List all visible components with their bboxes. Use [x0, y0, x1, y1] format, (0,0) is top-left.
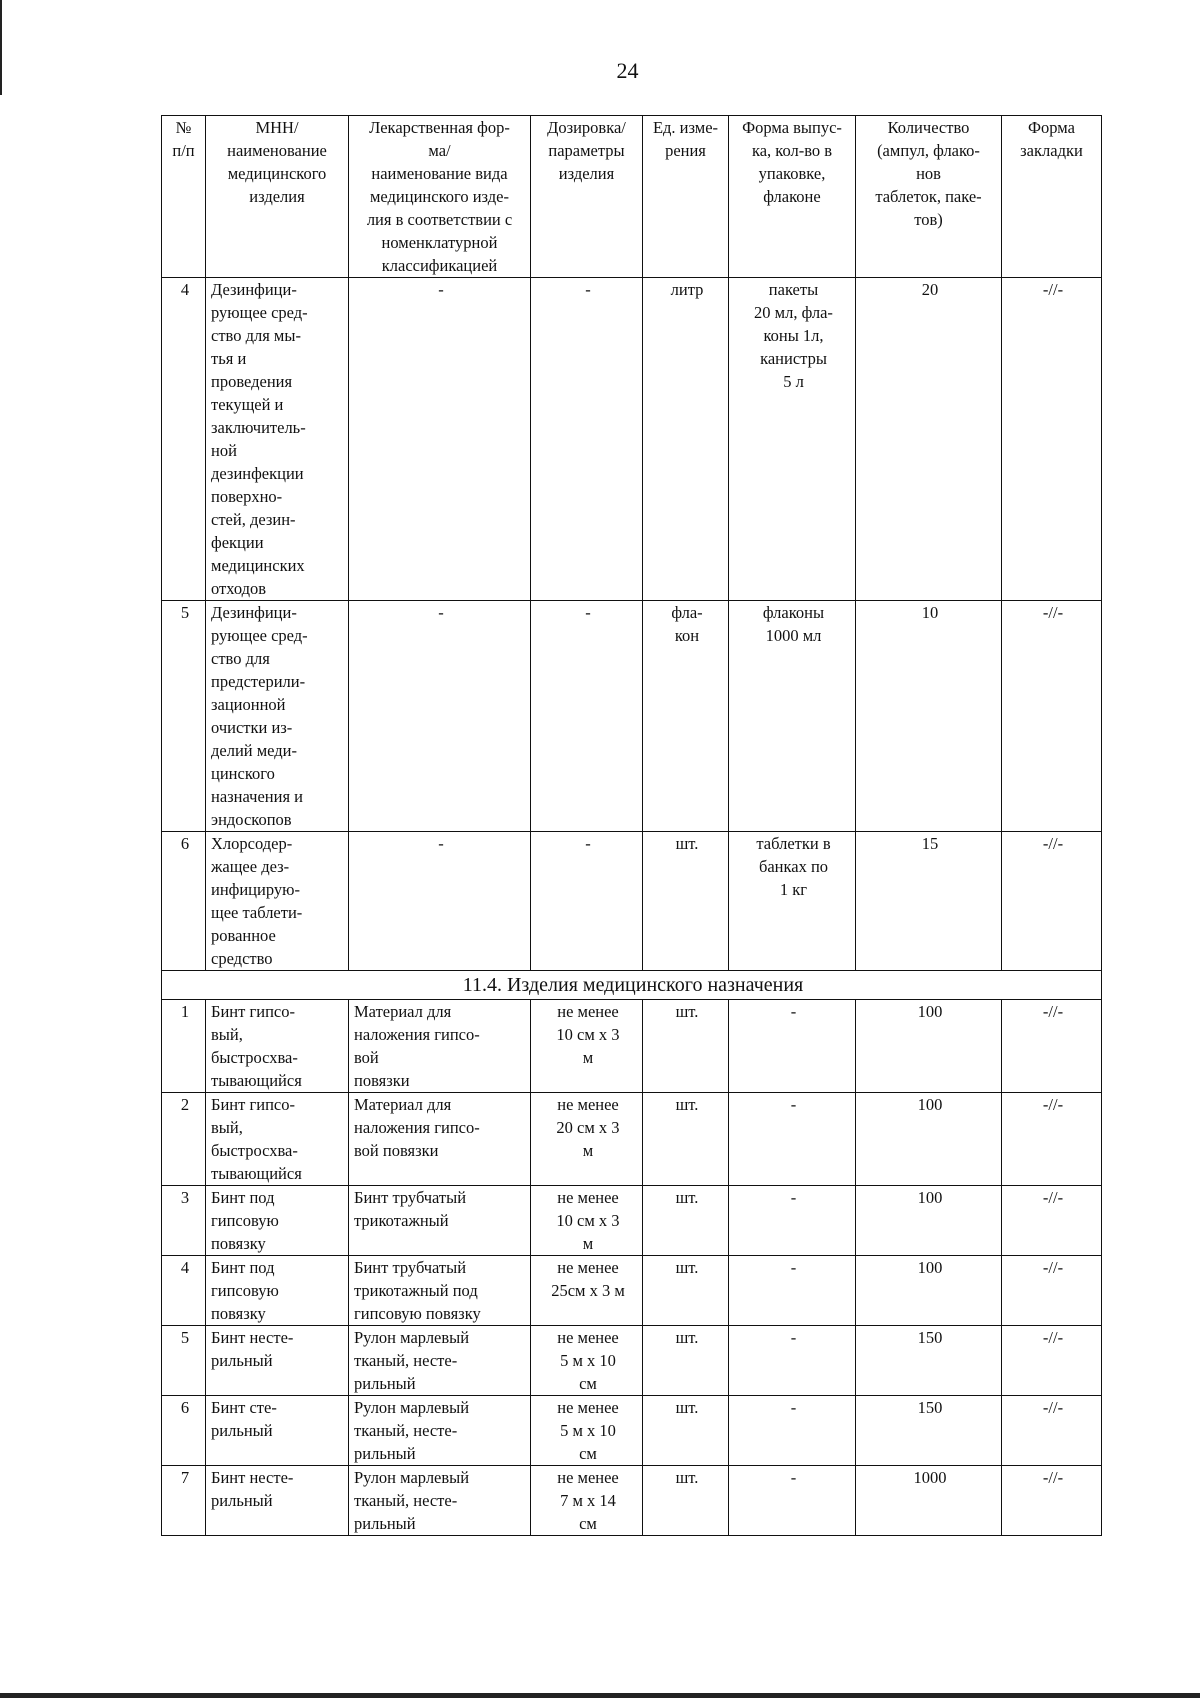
item-unit: шт. [643, 1186, 729, 1256]
col-header-name: МНН/ наименование медицинского изделия [206, 116, 349, 278]
item-package: флаконы 1000 мл [729, 601, 856, 832]
table-row [162, 1256, 1102, 1326]
table-header-row [162, 116, 1102, 278]
item-form: Материал для наложения гипсо- вой повязки [349, 1000, 531, 1093]
col-header-quantity: Количество (ампул, флако- нов таблеток, паке- тов) [856, 116, 1002, 278]
col-header-unit: Ед. изме- рения [643, 116, 729, 278]
row-number: 4 [162, 278, 206, 601]
table-section [162, 971, 1102, 1000]
table-row [162, 1396, 1102, 1466]
medical-items-table [161, 115, 1102, 1536]
item-dosage: не менее 5 м х 10 см [531, 1326, 643, 1396]
col-header-package: Форма выпус- ка, кол-во в упаковке, флаконе [729, 116, 856, 278]
item-unit: шт. [643, 832, 729, 971]
item-form: Материал для наложения гипсо- вой повязки [349, 1093, 531, 1186]
item-package: таблетки в банках по 1 кг [729, 832, 856, 971]
item-quantity: 100 [856, 1000, 1002, 1093]
table-row [162, 601, 1102, 832]
item-name: Дезинфици- рующее сред- ство для предстерили- зационной очистки из- делий меди- цинского назначения и эндоскопов [206, 601, 349, 832]
item-unit: шт. [643, 1093, 729, 1186]
item-form: - [349, 832, 531, 971]
item-dosage: не менее 20 см х 3 м [531, 1093, 643, 1186]
scan-bottom-edge [0, 1693, 1200, 1698]
item-form: Рулон марлевый тканый, несте- рильный [349, 1466, 531, 1536]
col-header-number: № п/п [162, 116, 206, 278]
item-name: Хлорсодер- жащее дез- инфицирую- щее таблети- рованное средство [206, 832, 349, 971]
item-package: - [729, 1256, 856, 1326]
item-quantity: 150 [856, 1396, 1002, 1466]
item-form: Рулон марлевый тканый, несте- рильный [349, 1396, 531, 1466]
item-unit: шт. [643, 1326, 729, 1396]
item-mark: -//- [1002, 1256, 1102, 1326]
section-title: 11.4. Изделия медицинского назначения [162, 971, 1102, 1000]
table-row [162, 1326, 1102, 1396]
row-number: 6 [162, 832, 206, 971]
item-form: - [349, 278, 531, 601]
item-package: - [729, 1093, 856, 1186]
page-number: 24 [616, 58, 639, 83]
item-package: - [729, 1326, 856, 1396]
table-row [162, 278, 1102, 601]
item-mark: -//- [1002, 1186, 1102, 1256]
table-body-part1 [162, 278, 1102, 971]
item-dosage: не менее 25см х 3 м [531, 1256, 643, 1326]
item-mark: -//- [1002, 1396, 1102, 1466]
item-form: Рулон марлевый тканый, несте- рильный [349, 1326, 531, 1396]
item-unit: шт. [643, 1396, 729, 1466]
item-dosage: - [531, 601, 643, 832]
col-header-form: Лекарственная фор- ма/ наименование вида медицинского изде- лия в соответствии с номенклатурной классификацией [349, 116, 531, 278]
row-number: 3 [162, 1186, 206, 1256]
item-mark: -//- [1002, 832, 1102, 971]
item-dosage: не менее 10 см х 3 м [531, 1000, 643, 1093]
item-mark: -//- [1002, 278, 1102, 601]
section-row [162, 971, 1102, 1000]
item-form: - [349, 601, 531, 832]
table-row [162, 1000, 1102, 1093]
item-name: Дезинфици- рующее сред- ство для мы- тья и проведения текущей и заключитель- ной дезинфекции поверхно- стей, дезин- фекции медицинских отходов [206, 278, 349, 601]
item-name: Бинт несте- рильный [206, 1466, 349, 1536]
item-package: - [729, 1396, 856, 1466]
item-name: Бинт под гипсовую повязку [206, 1256, 349, 1326]
item-quantity: 10 [856, 601, 1002, 832]
item-mark: -//- [1002, 1466, 1102, 1536]
item-mark: -//- [1002, 601, 1102, 832]
item-dosage: не менее 7 м х 14 см [531, 1466, 643, 1536]
item-quantity: 100 [856, 1256, 1002, 1326]
item-package: - [729, 1000, 856, 1093]
table-row [162, 832, 1102, 971]
row-number: 6 [162, 1396, 206, 1466]
item-quantity: 150 [856, 1326, 1002, 1396]
item-unit: шт. [643, 1256, 729, 1326]
item-mark: -//- [1002, 1093, 1102, 1186]
row-number: 7 [162, 1466, 206, 1536]
item-quantity: 15 [856, 832, 1002, 971]
item-form: Бинт трубчатый трикотажный [349, 1186, 531, 1256]
item-quantity: 20 [856, 278, 1002, 601]
item-form: Бинт трубчатый трикотажный под гипсовую повязку [349, 1256, 531, 1326]
col-header-mark: Форма закладки [1002, 116, 1102, 278]
item-mark: -//- [1002, 1326, 1102, 1396]
item-unit: шт. [643, 1000, 729, 1093]
item-name: Бинт под гипсовую повязку [206, 1186, 349, 1256]
item-unit: литр [643, 278, 729, 601]
item-unit: шт. [643, 1466, 729, 1536]
row-number: 2 [162, 1093, 206, 1186]
item-name: Бинт гипсо- вый, быстросхва- тывающийся [206, 1093, 349, 1186]
item-quantity: 1000 [856, 1466, 1002, 1536]
item-package: - [729, 1186, 856, 1256]
item-unit: фла- кон [643, 601, 729, 832]
table-row [162, 1466, 1102, 1536]
row-number: 1 [162, 1000, 206, 1093]
item-mark: -//- [1002, 1000, 1102, 1093]
table-row [162, 1186, 1102, 1256]
item-quantity: 100 [856, 1186, 1002, 1256]
item-package: - [729, 1466, 856, 1536]
item-quantity: 100 [856, 1093, 1002, 1186]
item-name: Бинт гипсо- вый, быстросхва- тывающийся [206, 1000, 349, 1093]
item-dosage: - [531, 832, 643, 971]
item-dosage: не менее 5 м х 10 см [531, 1396, 643, 1466]
item-dosage: не менее 10 см х 3 м [531, 1186, 643, 1256]
item-dosage: - [531, 278, 643, 601]
table-row [162, 1093, 1102, 1186]
table-body-part2 [162, 1000, 1102, 1536]
item-name: Бинт несте- рильный [206, 1326, 349, 1396]
row-number: 5 [162, 601, 206, 832]
row-number: 4 [162, 1256, 206, 1326]
col-header-dosage: Дозировка/ параметры изделия [531, 116, 643, 278]
item-name: Бинт сте- рильный [206, 1396, 349, 1466]
item-package: пакеты 20 мл, фла- коны 1л, канистры 5 л [729, 278, 856, 601]
row-number: 5 [162, 1326, 206, 1396]
